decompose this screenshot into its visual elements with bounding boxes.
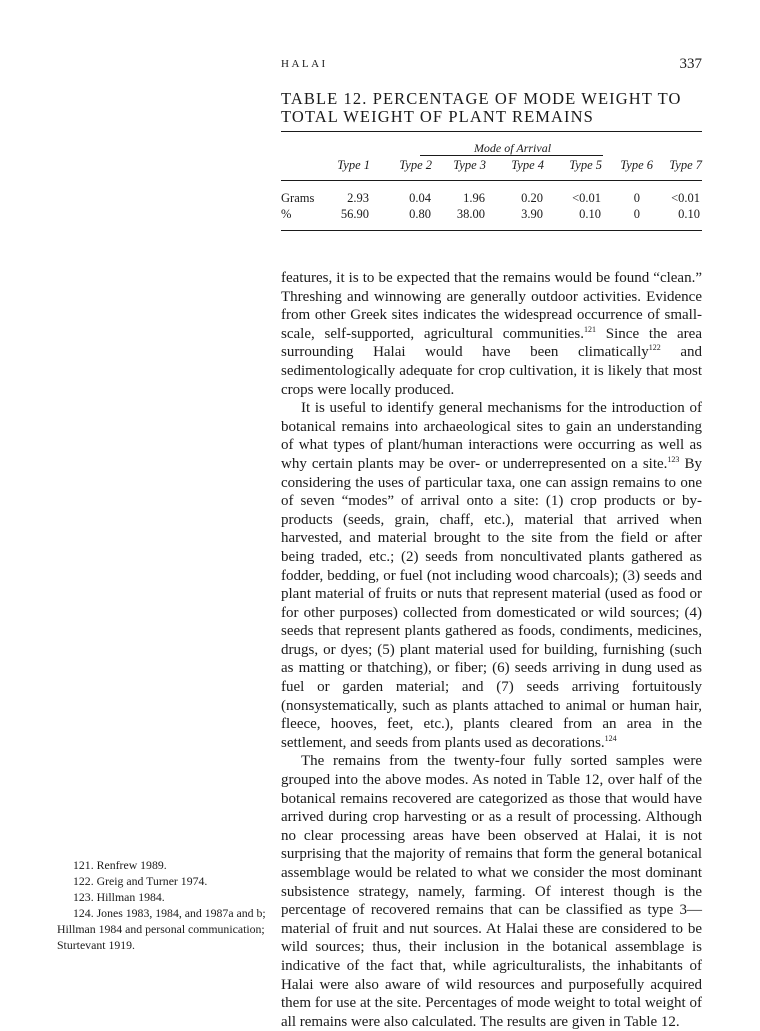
table-top-rule [281,131,702,132]
footnote-ref-124: 124 [604,733,617,743]
paragraph-2: It is useful to identify general mechanisms for the introduction of botanical remains into archaeological sites to gain an understanding of what types of plant/human interactions were occurring as well as why certain plants may be over- or underrepresented on a site.$^{123}$ By considering the uses of particular taxa, one can assign remains to one of seven “modes” of arrival onto a site: (1) crop products or by-products (seeds, grain, chaff, etc.), material that arrived when harvested, and material brought to the site from the field or after being traded, etc.; (2) seeds from noncultivated plants gathered as fodder, bedding, or fuel (not including wood charcoals); (3) seeds and plant material of fruits or nuts that represent material (used as food or for other purposes) collected from domesticated or wild sources; (4) seeds that represent plants gathered as foods, condiments, medicines, drugs, or dyes; (5) plant material used for building, furnishing (such as matting or thatching), or fiber; (6) seeds arriving in dung used as fuel or garden material; and (7) seeds arriving fortuitously (nonsystematically, such as plants attached to animal or human hair, fleece, hooves, feet, etc.), plants cleared from an area in the settlement, and seeds from plants used as decorations.$^{124}$ [281,400,702,751]
table-cell: 0 [633,207,640,221]
table-title-line-2: TOTAL WEIGHT OF PLANT REMAINS [281,107,594,126]
footnote-ref-123: 123 [667,454,680,464]
paragraph-1: features, it is to be expected that the remains would be found “clean.” Threshing and winnowing are generally outdoor activities. Evidence from other Greek sites indicates the widespread occurrence of small-scale, self-supported, agricultural communities.$^{121}$ Since the area surrounding Halai would have been climatically$^{122}$ and sedimentologically adequate for crop cultivation, it is likely that most crops were locally produced. [281,270,702,398]
footnote-124: 124. Jones 1983, 1984, and 1987a and b; Hillman 1984 and personal communication; Sturtevant 1919. [57,906,266,952]
table-cell: 0 [633,191,640,205]
column-header-type-7: Type 7 [669,158,702,172]
running-head: HALAI [281,58,328,70]
table-group-label: Mode of Arrival [473,141,552,155]
column-header-type-5: Type 5 [569,158,602,172]
table-title [281,90,711,126]
page-number: 337 [679,56,702,72]
table-cell: 0.04 [409,191,431,205]
table-header-rule [281,180,702,181]
table-cell: 0.10 [579,207,601,221]
table-cell: 0.20 [521,191,543,205]
table-cell: 3.90 [521,207,543,221]
table-cell: 0.80 [409,207,431,221]
table-cell: <0.01 [572,191,601,205]
table-group-rule [420,155,603,156]
table-cell: 38.00 [456,207,485,221]
table-cell: 0.10 [678,207,700,221]
table-cell: 56.90 [340,207,369,221]
column-header-type-3: Type 3 [453,158,486,172]
table-bottom-rule [281,230,702,231]
footnote-122: 122. Greig and Turner 1974. [73,874,208,888]
paragraph-3: The remains from the twenty-four fully sorted samples were grouped into the above modes. As noted in Table 12, over half of the botanical remains recovered are categorized as those that would have arrived during crop harvesting or as a result of processing. Although no clear processing areas have been observed at Halai, it is not surprising that the majority of remains that form the general botanical assemblage would be related to what we consider the most dominant subsistence strategy, namely, farming. Of interest though is the percentage of recovered remains that can be classified as type 3—material of fruit and nut sources. At Halai these are considered to be wild sources; thus, their inclusion in the botanical assemblage is indicative of the fact that, while agriculturalists, the inhabitants of Halai were also aware of wild resources and purposefully acquired them for use at the site. Percentages of mode weight to total weight of all remains were also calculated. The results are given in Table 12. [281,753,702,1030]
table-cell: 2.93 [347,191,369,205]
column-header-type-6: Type 6 [620,158,653,172]
table-cell: <0.01 [671,191,700,205]
table-title-line-1: TABLE 12. PERCENTAGE OF MODE WEIGHT TO [281,89,682,108]
body-text [281,269,702,1031]
row-label-grams: Grams [281,191,315,205]
footnote-121: 121. Renfrew 1989. [73,858,167,872]
footnotes [57,857,267,953]
row-label-percent: % [281,207,292,221]
footnote-ref-122: 122 [648,343,661,353]
table-cell: 1.96 [463,191,485,205]
footnote-ref-121: 121 [584,324,597,334]
footnote-123: 123. Hillman 1984. [73,890,165,904]
column-header-type-1: Type 1 [337,158,370,172]
column-header-type-4: Type 4 [511,158,544,172]
column-header-type-2: Type 2 [399,158,432,172]
